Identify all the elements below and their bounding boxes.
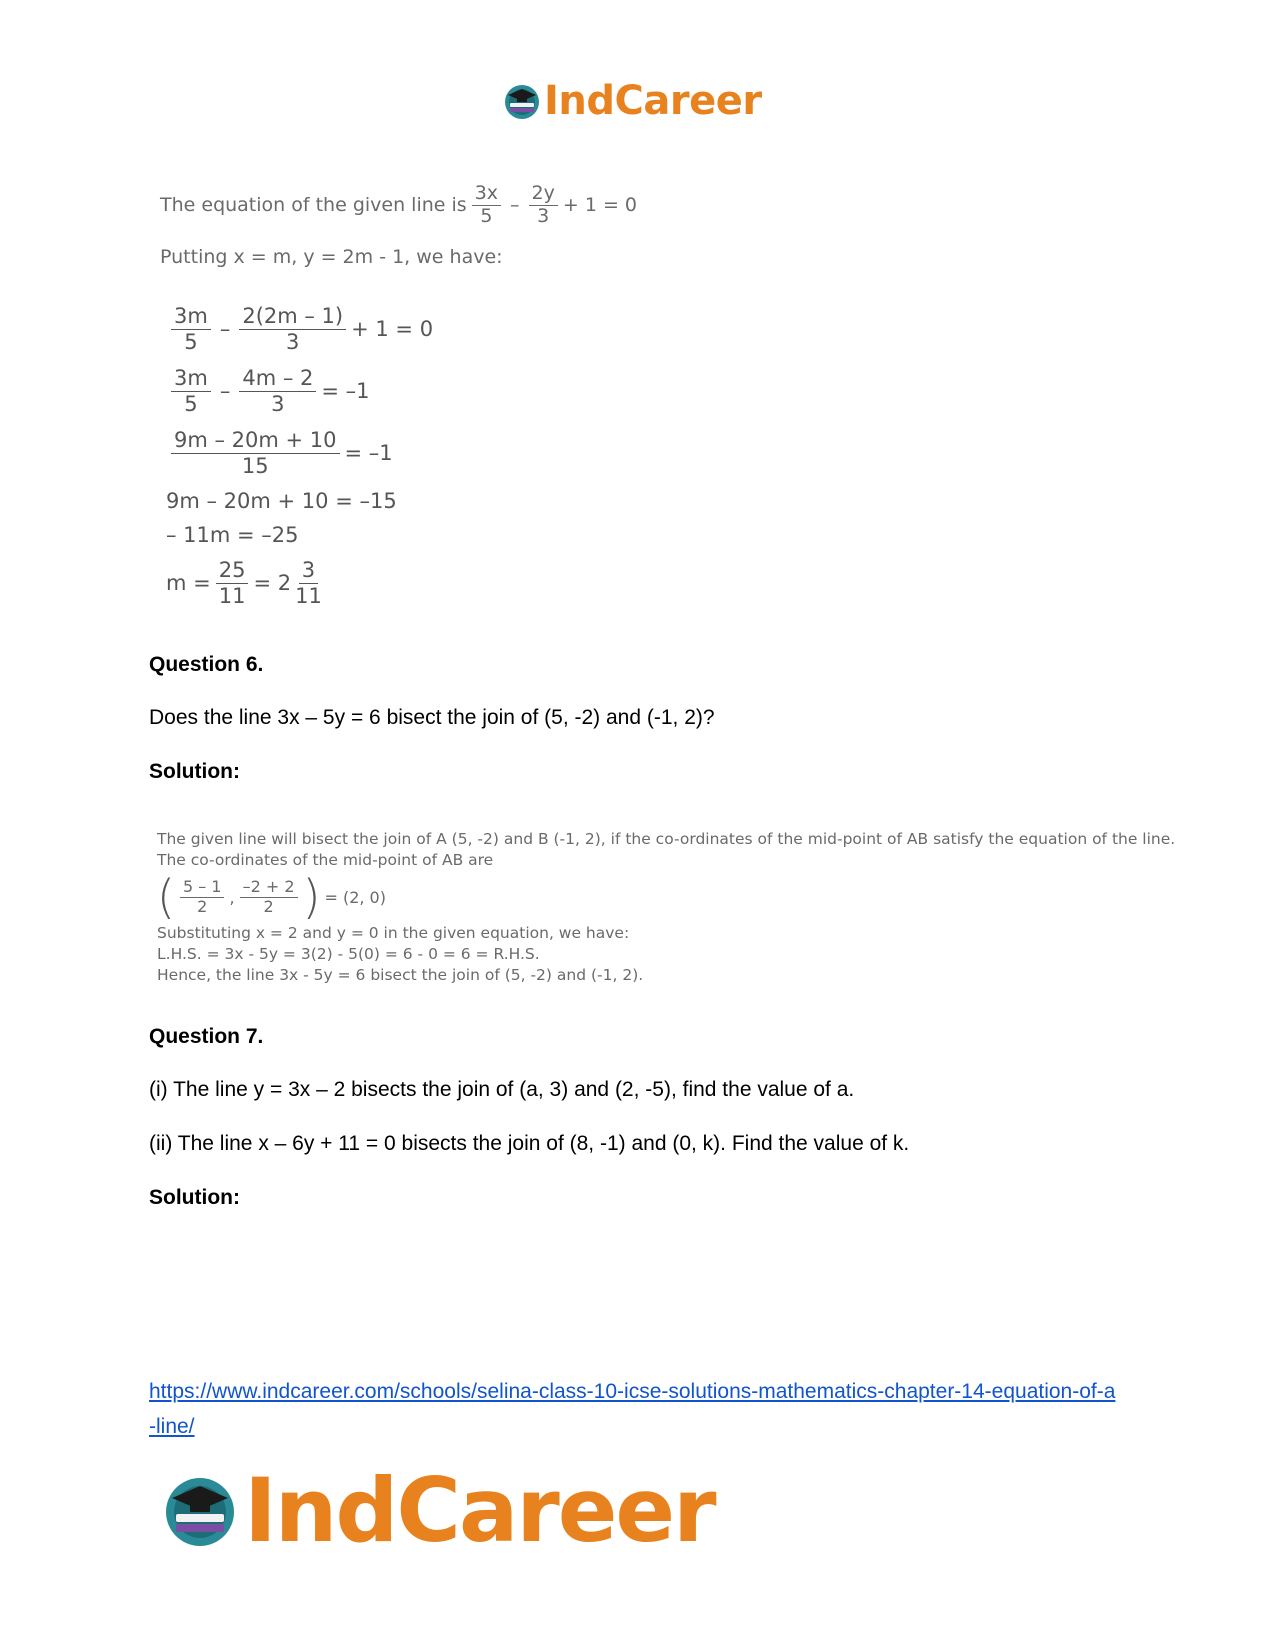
step-tail: = –1 [321,379,370,403]
denominator: 15 [241,453,269,478]
equation-tail: + 1 = 0 [562,194,638,217]
numerator: 3m [171,304,211,329]
denominator: 5 [184,329,198,354]
graduation-book-icon [502,81,542,121]
denominator: 11 [295,583,322,608]
midpoint-expression [157,871,1175,923]
fraction [171,366,211,415]
numerator: 25 [216,558,249,583]
math-step-1 [166,298,433,360]
operator: – [510,194,520,217]
solution-6-line-3: Substituting x = 2 and y = 0 in the given equation, we have: [157,924,630,942]
solution-6-line-5: Hence, the line 3x - 5y = 6 bisect the join of (5, -2) and (-1, 2). [157,966,644,984]
numerator: 2(2m – 1) [239,304,346,329]
logo-text: IndCareer [544,78,762,124]
question-7-part-1: (i) The line y = 3x – 2 bisects the join of (a, 3) and (2, -5), find the value of a. [149,1078,855,1101]
fraction [472,183,501,228]
numerator: 2y [529,183,558,206]
question-6-title: Question 6. [149,653,264,676]
step-lead: m = [166,571,211,595]
fraction [292,558,325,607]
comma: , [229,887,235,907]
math-step-6 [166,552,433,614]
logo-text: IndCareer [244,1458,715,1562]
numerator: 9m – 20m + 10 [171,428,340,453]
fraction [180,878,225,916]
numerator: 5 – 1 [180,878,225,897]
operator: – [219,317,231,341]
numerator: 3x [472,183,501,206]
fraction [240,878,298,916]
denominator: 5 [184,391,198,416]
step-tail: + 1 = 0 [351,317,434,341]
solution-7-label: Solution: [149,1186,240,1209]
denominator: 5 [480,204,493,227]
denominator: 2 [263,896,274,916]
fraction [529,183,558,228]
solution-6-line-1: The given line will bisect the join of A (5, -2) and B (-1, 2), if the co-ordinates of the mid-point of AB satisfy the equation of the line. [157,830,1176,848]
numerator: –2 + 2 [240,878,298,897]
question-7-part-2: (ii) The line x – 6y + 11 = 0 bisects the join of (8, -1) and (0, k). Find the value of k. [149,1132,910,1155]
denominator: 11 [218,583,246,608]
denominator: 2 [197,896,208,916]
numerator: 4m – 2 [239,366,316,391]
numerator: 3 [299,558,318,583]
fraction [239,366,316,415]
fraction [171,304,211,353]
graduation-book-icon [160,1470,240,1550]
fraction [239,304,346,353]
math-step-2 [166,360,433,422]
left-paren: ( [157,870,175,924]
denominator: 3 [537,204,550,227]
step-mid: = 2 [253,571,292,595]
operator: – [219,379,231,403]
denominator: 3 [286,329,300,354]
solution-6-line-2: The co-ordinates of the mid-point of AB are [157,851,494,869]
right-paren: ) [302,870,321,924]
indcareer-logo-top [502,80,762,122]
question-6-text: Does the line 3x – 5y = 6 bisect the join of (5, -2) and (-1, 2)? [149,706,715,729]
footer-source-link[interactable]: https://www.indcareer.com/schools/selina-class-10-icse-solutions-mathematics-chapter-14-equation-of-a-line/ [149,1380,1116,1438]
step-tail: = –1 [344,441,393,465]
equation-statement [160,183,637,228]
midpoint-result: = (2, 0) [324,887,386,907]
equation-prefix: The equation of the given line is [160,194,467,217]
math-step-3 [166,422,433,484]
numerator: 3m [171,366,211,391]
solution-6-content [157,829,1175,986]
solution-6-label: Solution: [149,760,240,783]
denominator: 3 [271,391,285,416]
math-steps [166,298,433,614]
substitution-statement: Putting x = m, y = 2m - 1, we have: [160,246,503,268]
question-7-title: Question 7. [149,1025,264,1048]
solution-6-line-4: L.H.S. = 3x - 5y = 3(2) - 5(0) = 6 - 0 = 6 = R.H.S. [157,945,540,963]
fraction [216,558,249,607]
math-step-5: – 11m = –25 [166,523,299,547]
indcareer-logo-bottom [160,1458,715,1562]
math-step-4: 9m – 20m + 10 = –15 [166,489,397,513]
fraction [171,428,340,477]
